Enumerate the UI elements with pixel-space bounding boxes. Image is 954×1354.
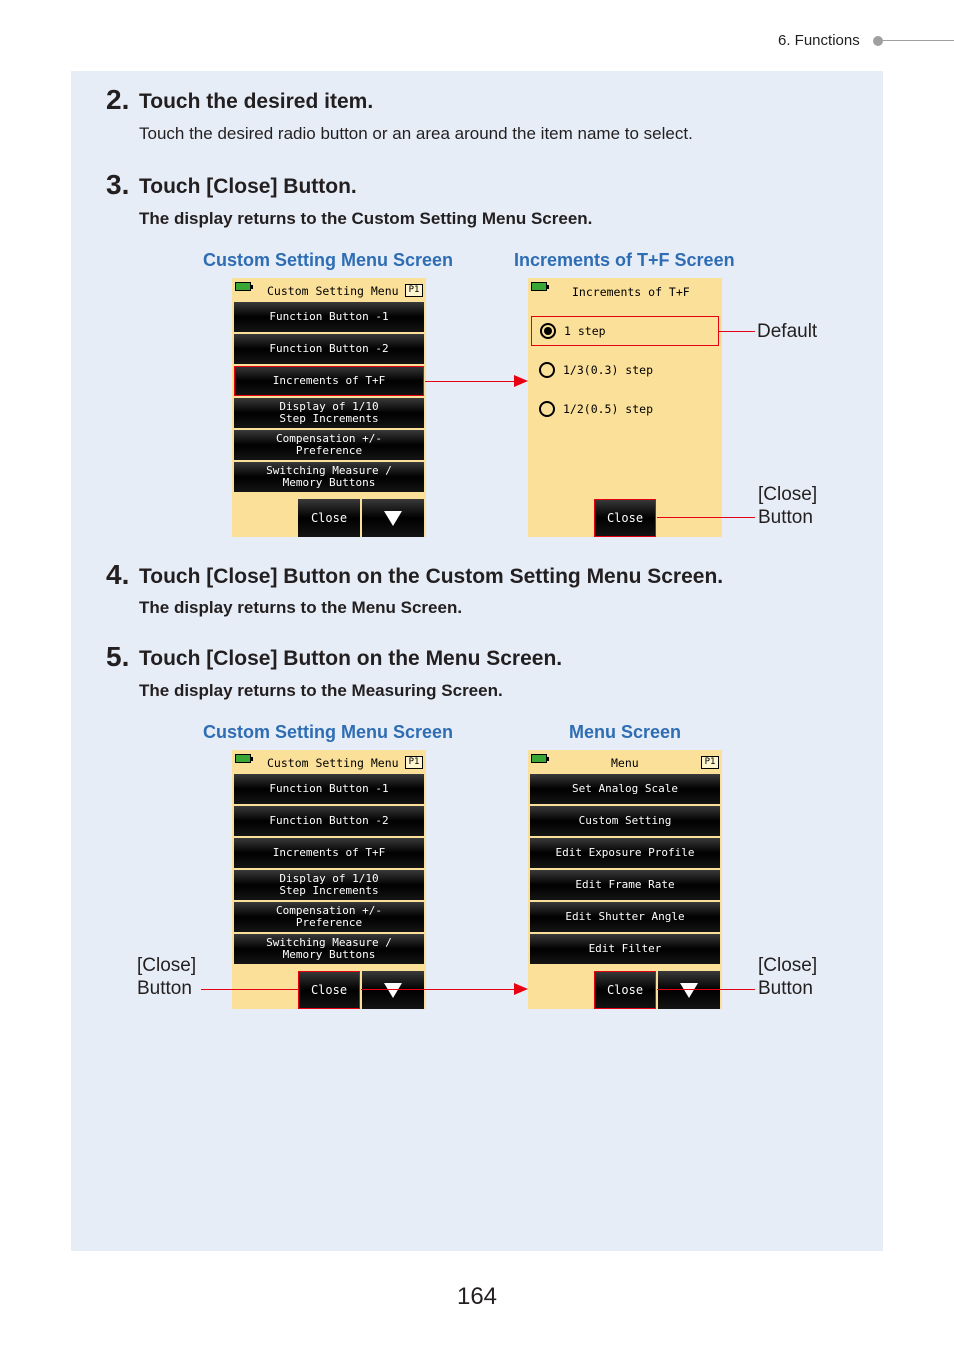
callout-close-line2: Button — [758, 978, 813, 999]
step-number: 3. — [106, 169, 130, 200]
callout-close-line1: [Close] — [758, 955, 818, 976]
option-label: 1 step — [564, 324, 606, 338]
menu-item-display-step[interactable]: Display of 1/10 Step Increments — [234, 870, 424, 900]
callout-close-line1: [Close] — [137, 955, 197, 976]
screen-title: Menu — [611, 756, 639, 770]
option-label: 1/2(0.5) step — [563, 402, 654, 416]
callout-close-line1: [Close] — [758, 484, 818, 505]
menu-item-increments[interactable]: Increments of T+F — [234, 838, 424, 868]
menu-screen — [528, 750, 722, 1009]
section-header: 6. Functions — [778, 32, 860, 49]
callout-line — [719, 331, 755, 332]
menu-item-function-button-2[interactable]: Function Button -2 — [234, 806, 424, 836]
step-number: 5. — [106, 641, 130, 672]
step-description: The display returns to the Measuring Screen. — [139, 681, 503, 700]
screen-title: Increments of T+F — [572, 285, 690, 299]
connector-line — [361, 989, 517, 990]
close-button[interactable]: Close — [594, 971, 656, 1009]
scroll-down-icon[interactable] — [362, 971, 424, 1009]
callout-close-line2: Button — [758, 507, 813, 528]
step-description: Touch the desired radio button or an area around the item name to select. — [139, 124, 693, 143]
battery-icon — [531, 754, 547, 763]
menu-item-switching-measure[interactable]: Switching Measure / Memory Buttons — [234, 934, 424, 964]
battery-icon — [235, 754, 251, 763]
menu-item-increments[interactable]: Increments of T+F — [234, 366, 424, 396]
battery-icon — [235, 282, 251, 291]
menu-item-compensation[interactable]: Compensation +/- Preference — [234, 430, 424, 460]
callout-close-line2: Button — [137, 978, 192, 999]
step-title: Touch [Close] Button on the Menu Screen. — [139, 647, 563, 670]
menu-item-edit-filter[interactable]: Edit Filter — [530, 934, 720, 964]
screen-title: Custom Setting Menu — [267, 284, 399, 298]
menu-item-function-button-1[interactable]: Function Button -1 — [234, 774, 424, 804]
caption-increments-screen: Increments of T+F Screen — [514, 250, 735, 270]
caption-menu-screen: Menu Screen — [569, 722, 682, 742]
page-indicator: P1 — [405, 756, 423, 769]
page-indicator: P1 — [405, 284, 423, 297]
callout-line — [657, 517, 755, 518]
menu-item-switching-measure[interactable]: Switching Measure / Memory Buttons — [234, 462, 424, 492]
step-title: Touch the desired item. — [139, 90, 374, 113]
menu-item-function-button-1[interactable]: Function Button -1 — [234, 302, 424, 332]
menu-item-edit-exposure-profile[interactable]: Edit Exposure Profile — [530, 838, 720, 868]
close-button[interactable]: Close — [594, 499, 656, 537]
scroll-down-icon[interactable] — [658, 971, 720, 1009]
callout-line — [201, 989, 298, 990]
header-bullet-icon — [873, 36, 883, 46]
option-1-step[interactable] — [531, 316, 719, 346]
radio-icon[interactable] — [539, 362, 555, 378]
increments-screen — [528, 278, 722, 537]
step-number: 4. — [106, 559, 130, 590]
scroll-down-icon[interactable] — [362, 499, 424, 537]
close-button[interactable]: Close — [298, 971, 360, 1009]
caption-custom-setting-menu-screen: Custom Setting Menu Screen — [203, 250, 454, 270]
screen-title: Custom Setting Menu — [267, 756, 399, 770]
custom-setting-menu-screen — [232, 750, 426, 1009]
option-1-2-step[interactable] — [531, 394, 719, 424]
menu-item-compensation[interactable]: Compensation +/- Preference — [234, 902, 424, 932]
menu-item-edit-shutter-angle[interactable]: Edit Shutter Angle — [530, 902, 720, 932]
page-indicator: P1 — [701, 756, 719, 769]
arrow-right-icon — [514, 375, 528, 387]
callout-default: Default — [757, 321, 818, 342]
caption-custom-setting-menu-screen: Custom Setting Menu Screen — [203, 722, 454, 742]
radio-selected-icon[interactable] — [540, 323, 556, 339]
step-description: The display returns to the Custom Setting Menu Screen. — [139, 209, 593, 228]
menu-item-set-analog-scale[interactable]: Set Analog Scale — [530, 774, 720, 804]
page-number: 164 — [456, 1283, 498, 1310]
menu-item-custom-setting[interactable]: Custom Setting — [530, 806, 720, 836]
menu-item-display-step[interactable]: Display of 1/10 Step Increments — [234, 398, 424, 428]
step-title: Touch [Close] Button. — [139, 175, 357, 198]
battery-icon — [531, 282, 547, 291]
menu-item-function-button-2[interactable]: Function Button -2 — [234, 334, 424, 364]
callout-line — [657, 989, 755, 990]
connector-line — [425, 381, 517, 382]
custom-setting-menu-screen — [232, 278, 426, 537]
arrow-right-icon — [514, 983, 528, 995]
radio-icon[interactable] — [539, 401, 555, 417]
step-description: The display returns to the Menu Screen. — [139, 598, 463, 617]
option-label: 1/3(0.3) step — [563, 363, 654, 377]
close-button[interactable]: Close — [298, 499, 360, 537]
header-rule — [878, 40, 954, 41]
option-1-3-step[interactable] — [531, 355, 719, 385]
step-title: Touch [Close] Button on the Custom Setting Menu Screen. — [139, 565, 724, 588]
step-number: 2. — [106, 84, 130, 115]
menu-item-edit-frame-rate[interactable]: Edit Frame Rate — [530, 870, 720, 900]
